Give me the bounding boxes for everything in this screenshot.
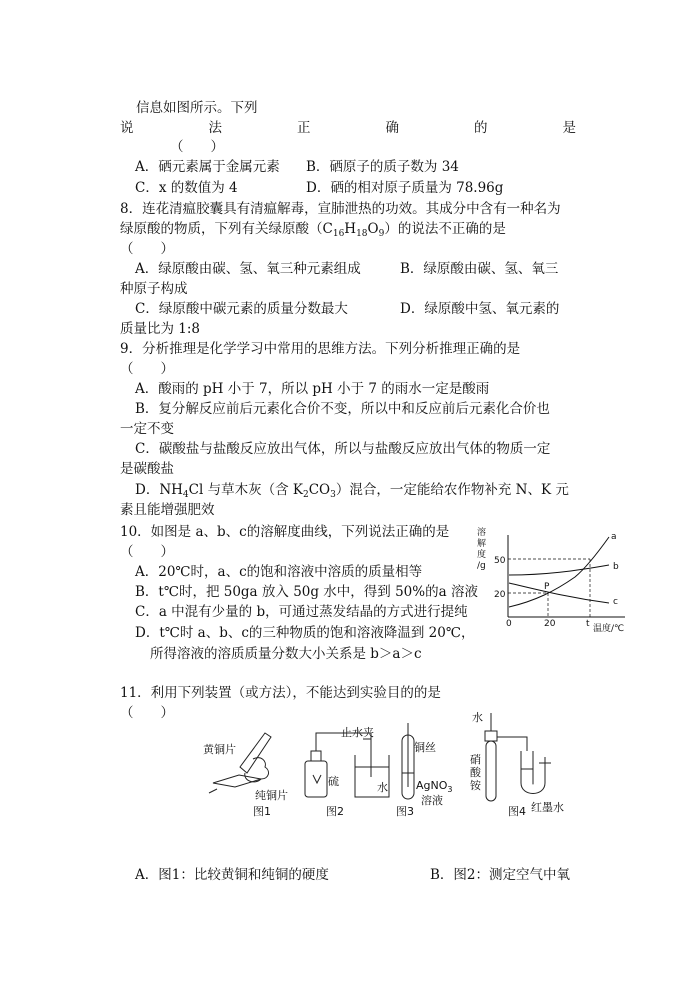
q10-option-b: B．t℃时，把 50ga 放入 50g 水中，得到 50%的a 溶液: [135, 584, 478, 600]
point-p-label: P: [544, 582, 550, 592]
fig3-label-agno3: [416, 779, 453, 794]
q8-stem-line1: 8．连花清瘟胶囊具有清瘟解毒，宣肺泄热的功效。其成分中含有一种名为: [120, 201, 561, 217]
q9-d-sub: 2: [302, 490, 309, 500]
curve-label-a: a: [611, 532, 617, 542]
fig4-label-water: 水: [472, 711, 483, 724]
q9-option-b-cont: 一定不变: [120, 421, 174, 437]
side-tube-icon: [497, 737, 527, 751]
q7-option-b: B．硒原子的质子数为 34: [306, 159, 459, 175]
q7-word: 正: [297, 120, 311, 136]
scratch-mark: [209, 789, 217, 793]
q8-stem-text: 绿原酸的物质，下列有关绿原酸（C: [120, 221, 333, 237]
apparatus-figure: [195, 705, 585, 820]
q8-formula-sub: 16: [332, 229, 345, 239]
fig4-label-nitrate: 铵: [470, 779, 481, 792]
q7-word: 是: [562, 120, 576, 136]
q10-answer-paren: （ ）: [120, 544, 174, 560]
q9-d-sub: 4: [182, 490, 189, 500]
caption-fig1: 图1: [253, 805, 271, 818]
curve-label-c: c: [613, 597, 618, 607]
fig4-label-red-ink: 红墨水: [531, 801, 564, 814]
y-axis-label: 解: [477, 539, 487, 549]
fig1-label-brass: 黄铜片: [203, 743, 236, 756]
fig2-label-water: 水: [377, 781, 388, 794]
curve-label-b: b: [613, 562, 619, 572]
q8-answer-paren: （ ）: [120, 241, 174, 257]
fig2-label-sulfur: 硫: [328, 775, 339, 788]
reaction-tube-icon: [486, 741, 496, 801]
q11-stem: 11．利用下列装置（或方法），不能达到实验目的的是: [120, 685, 441, 701]
fig4-label-nitrate: 硝: [470, 753, 481, 766]
q7-word: 说: [120, 120, 134, 136]
spoon-icon: [313, 775, 321, 783]
q8-option-b: B．绿原酸由碳、氢、氧三: [400, 261, 559, 277]
q7-intro: 信息如图所示。下列: [136, 100, 258, 116]
fig3-label-text: AgNO: [416, 779, 448, 792]
caption-fig4: 图4: [508, 805, 526, 818]
q9-d-text: D．NH: [135, 482, 183, 498]
q9-d-sub: 3: [330, 490, 336, 500]
q9-d-text: Cl 与草木灰（含 K: [188, 482, 303, 498]
q8-formula-sub: 18: [356, 229, 368, 239]
caption-fig2: 图2: [326, 805, 344, 818]
fig1-label-copper: 纯铜片: [255, 789, 288, 802]
y-tick-label: 50: [494, 556, 506, 566]
q7-spread-line: [120, 119, 576, 137]
q9-option-c: C．碳酸盐与盐酸反应放出气体，所以与盐酸反应放出气体的物质一定: [135, 441, 551, 457]
q10-option-d-cont: 所得溶液的溶质质量分数大小关系是 b＞a＞c: [150, 646, 422, 662]
y-axis-label: /g: [477, 561, 486, 571]
q11-option-a: A．图1：比较黄铜和纯铜的硬度: [135, 867, 329, 883]
y-tick-label: 20: [494, 590, 506, 600]
q10-option-a: A．20℃时，a、c的饱和溶液中溶质的质量相等: [135, 564, 423, 580]
q8-option-d: D．绿原酸中氢、氧元素的: [400, 301, 560, 317]
solubility-curve-figure: [475, 525, 645, 640]
stopper-icon: [485, 731, 497, 741]
fig3-label-wire: 铜丝: [414, 741, 436, 754]
q8-stem-line2: [120, 220, 506, 243]
flask-neck: [311, 751, 321, 761]
q9-d-text: ）混合，一定能给农作物补充 N、K 元: [335, 482, 569, 498]
q10-option-d: D．t℃时 a、b、c的三种物质的饱和溶液降温到 20℃，: [135, 625, 475, 641]
q9-d-text: CO: [308, 482, 331, 498]
q8-formula-sub: 9: [378, 229, 385, 239]
y-axis-label: 溶: [477, 528, 487, 538]
copper-plate-icon: [213, 775, 261, 787]
x-tick-label: 20: [544, 619, 556, 629]
q11-option-b: B．图2：测定空气中氧: [430, 867, 571, 883]
q7-word: 的: [474, 120, 488, 136]
fig3-label-solution: 溶液: [421, 794, 443, 807]
curve-b: [509, 565, 609, 575]
q8-option-d-cont: 质量比为 1:8: [120, 321, 201, 337]
q8-stem-text: ）的说法不正确的是: [384, 221, 506, 237]
fig2-label-clamp: 止水夹: [341, 726, 374, 739]
caption-fig3: 图3: [396, 805, 414, 818]
q8-option-b-cont: 种原子构成: [120, 281, 188, 297]
q11-answer-paren: （ ）: [120, 705, 174, 721]
q9-stem: 9．分析推理是化学学习中常用的思维方法。下列分析推理正确的是: [120, 341, 521, 357]
q9-option-a: A．酸雨的 pH 小于 7，所以 pH 小于 7 的雨水一定是酸雨: [135, 381, 490, 397]
q9-option-b: B．复分解反应前后元素化合价不变，所以中和反应前后元素化合价也: [135, 401, 550, 417]
q8-formula-o: O: [367, 221, 379, 237]
q10-option-c: C．a 中混有少量的 b，可通过蒸发结晶的方式进行提纯: [135, 604, 468, 620]
q9-option-c-cont: 是碳酸盐: [120, 461, 174, 477]
q7-option-a: A．硒元素属于金属元素: [135, 159, 280, 175]
q7-option-d: D．硒的相对原子质量为 78.96g: [306, 180, 504, 196]
q9-option-d-cont: 素且能增强肥效: [120, 502, 215, 518]
q7-word: 确: [385, 120, 399, 136]
q7-word: 法: [208, 120, 222, 136]
q7-option-c: C．x 的数值为 4: [135, 180, 238, 196]
fig3-label-sub: 3: [447, 785, 453, 794]
y-axis-label: 度: [477, 550, 487, 560]
flask-icon: [305, 761, 327, 797]
x-tick-label: t: [586, 619, 590, 629]
q9-answer-paren: （ ）: [120, 361, 174, 377]
q8-formula-h: H: [344, 221, 357, 237]
connecting-tube: [316, 733, 371, 777]
x-tick-label: 0: [506, 619, 512, 629]
x-axis-label: 温度/℃: [593, 624, 625, 634]
q8-option-c: C．绿原酸中碳元素的质量分数最大: [135, 301, 348, 317]
q8-option-a: A．绿原酸由碳、氢、氧三种元素组成: [135, 261, 361, 277]
q10-stem: 10．如图是 a、b、c的溶解度曲线，下列说法正确的是: [120, 524, 450, 540]
fig4-label-nitrate: 酸: [470, 766, 481, 779]
q7-answer-paren: （ ）: [170, 139, 224, 155]
brass-plate-icon: [240, 733, 271, 773]
